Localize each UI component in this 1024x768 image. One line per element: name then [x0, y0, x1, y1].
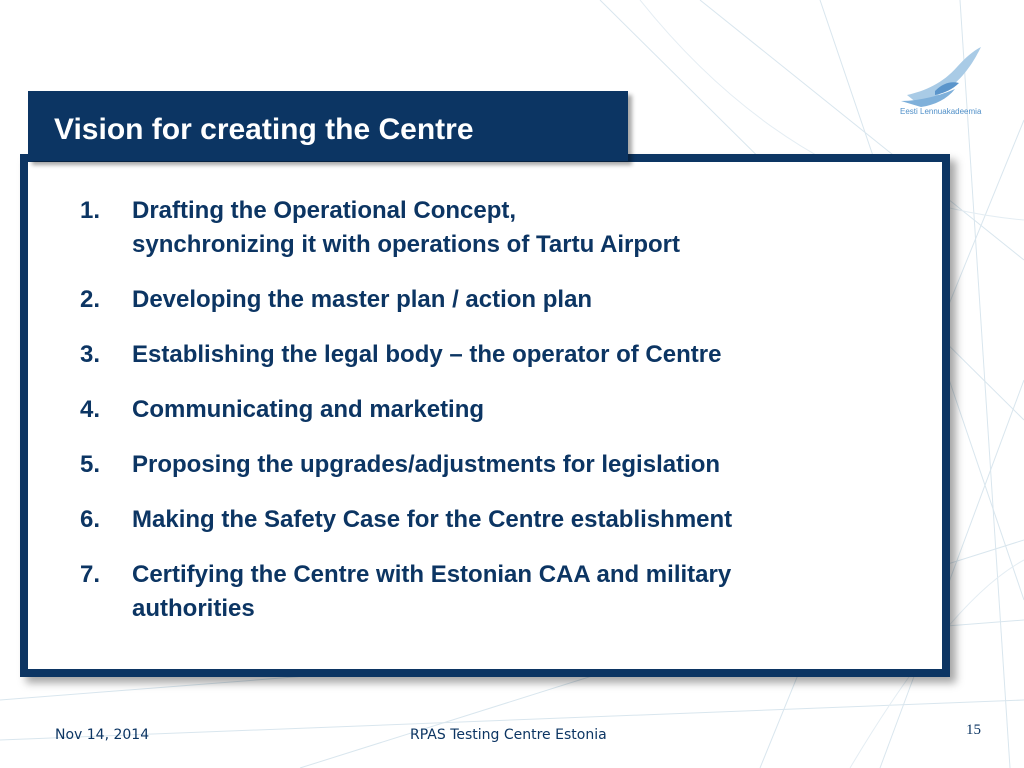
list-item — [28, 558, 932, 626]
item-number: 2. — [80, 286, 101, 313]
title-banner — [28, 91, 628, 161]
item-text-continued: synchronizing it with operations of Tartu Airport — [132, 231, 680, 258]
footer-date: Nov 14, 2014 — [55, 727, 150, 743]
content-panel — [20, 154, 950, 677]
item-number: 6. — [80, 506, 101, 533]
logo-text: Eesti Lennuakadeemia — [900, 107, 982, 116]
page-number: 15 — [966, 722, 981, 738]
item-text: Making the Safety Case for the Centre establishment — [132, 506, 733, 533]
item-text: Communicating and marketing — [132, 396, 485, 423]
slide-title: Vision for creating the Centre — [54, 113, 474, 146]
footer-title: RPAS Testing Centre Estonia — [410, 727, 607, 743]
item-text: Proposing the upgrades/adjustments for legislation — [132, 451, 721, 478]
list-item — [28, 393, 932, 427]
list-item — [28, 448, 932, 482]
list-item — [28, 283, 932, 317]
list-item — [28, 503, 932, 537]
list-item — [28, 194, 932, 262]
vision-list — [28, 194, 932, 647]
item-text: Developing the master plan / action plan — [132, 286, 593, 313]
item-number: 3. — [80, 341, 101, 368]
item-text-continued: authorities — [132, 595, 255, 622]
item-text: Establishing the legal body – the operator of Centre — [132, 341, 722, 368]
item-number: 7. — [80, 561, 101, 588]
item-text: Certifying the Centre with Estonian CAA and military — [132, 561, 732, 588]
item-number: 1. — [80, 197, 101, 224]
item-number: 5. — [80, 451, 101, 478]
item-text: Drafting the Operational Concept, — [132, 197, 517, 224]
list-item — [28, 338, 932, 372]
item-number: 4. — [80, 396, 101, 423]
